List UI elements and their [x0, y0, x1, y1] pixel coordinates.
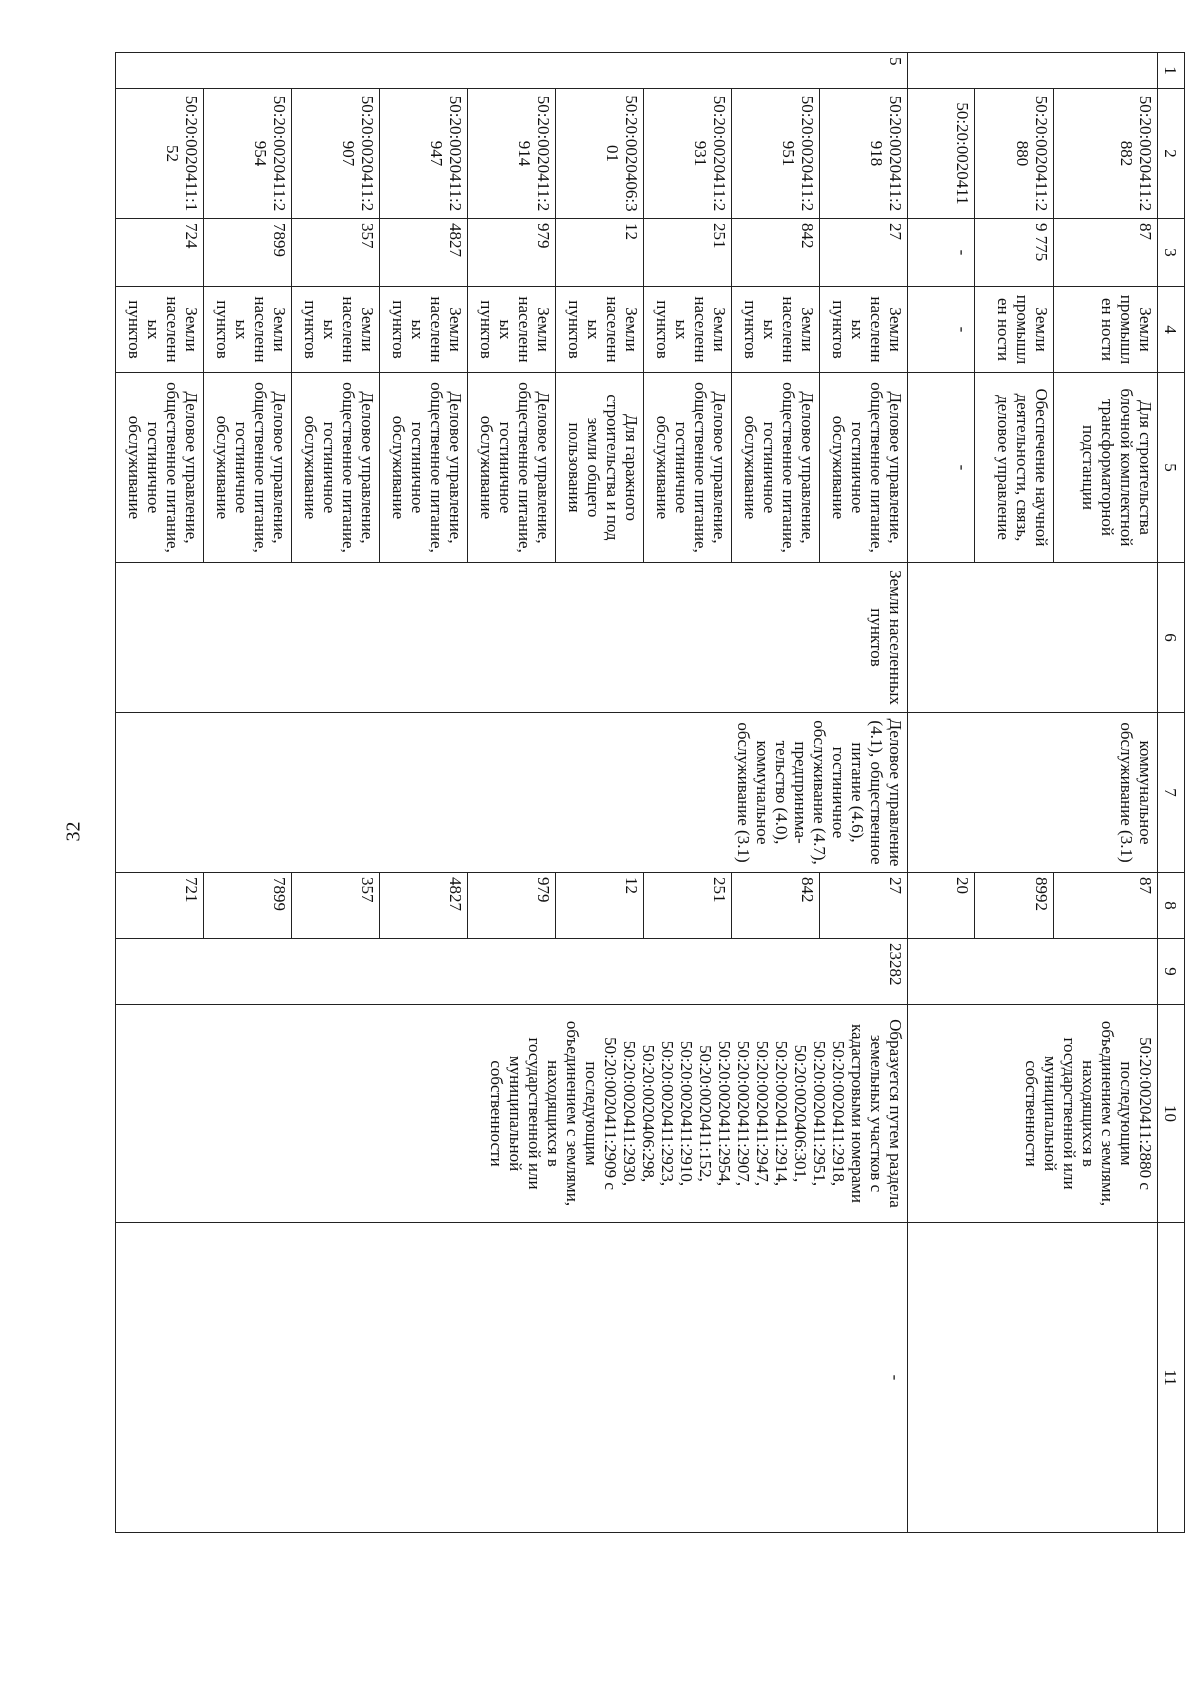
new-area-value: 979 [468, 873, 556, 939]
new-permitted-use: коммунальное обслуживание (3.1) [908, 713, 1158, 873]
land-category: - [908, 287, 975, 373]
rotated-table-sheet [115, 52, 1185, 1532]
area-value: - [908, 219, 975, 287]
permitted-use: Деловое управление, общественное питание, гостиничное обслуживание [116, 373, 204, 563]
cadastral-number: 50:20:0020411:2 931 [644, 89, 732, 219]
land-category: Земли промышлен ности [1053, 287, 1157, 373]
new-area-value: 721 [116, 873, 204, 939]
header-cell: 10 [1158, 1005, 1185, 1223]
area-value: 842 [732, 219, 820, 287]
area-value: 87 [1053, 219, 1157, 287]
permitted-use: - [908, 373, 975, 563]
cadastral-number: 50:20:0020411:2 882 [1053, 89, 1157, 219]
cadastral-number: 50:20:0020411:2 951 [732, 89, 820, 219]
permitted-use: Деловое управление, общественное питание, гостиничное обслуживание [380, 373, 468, 563]
header-cell: 8 [1158, 873, 1185, 939]
new-area-value: 8992 [975, 873, 1053, 939]
land-plots-table [115, 52, 1185, 1533]
total-area [908, 939, 1158, 1005]
permitted-use: Для гаражного строительства и под земли общего пользования [556, 373, 644, 563]
new-area-value: 27 [820, 873, 908, 939]
header-cell: 6 [1158, 563, 1185, 713]
permitted-use: Деловое управление, общественное питание, гостиничное обслуживание [820, 373, 908, 563]
header-cell: 5 [1158, 373, 1185, 563]
table-row [820, 53, 908, 1533]
new-area-value: 4827 [380, 873, 468, 939]
notes [908, 1223, 1158, 1533]
cadastral-number: 50:20:0020411:2 880 [975, 89, 1053, 219]
formation-note: 50:20:0020411:2880 с последующим объединением с землями, находящихся в государственной или муниципальной собственности [908, 1005, 1158, 1223]
permitted-use: Для строительства блочной комплектной трансформаторной подстанции [1053, 373, 1157, 563]
area-value: 12 [556, 219, 644, 287]
cadastral-number: 50:20:0020411:2 907 [292, 89, 380, 219]
area-value: 357 [292, 219, 380, 287]
land-category: Земли населенных пунктов [116, 287, 204, 373]
page-number: 32 [62, 821, 85, 842]
new-permitted-use: Деловое управление (4.1), общественное питание (4.6), гостиничное обслуживание (4.7), предпринима- тельство (4.0), коммунальное обслуживание (3.1) [116, 713, 908, 873]
new-area-value: 20 [908, 873, 975, 939]
area-value: 9 775 [975, 219, 1053, 287]
area-value: 724 [116, 219, 204, 287]
header-cell: 11 [1158, 1223, 1185, 1533]
land-category: Земли населенных пунктов [292, 287, 380, 373]
cadastral-number: 50:20:0020411:2 954 [204, 89, 292, 219]
cadastral-number: 50:20:0020406:3 01 [556, 89, 644, 219]
permitted-use: Обеспечение научной деятельности, связь, деловое управление [975, 373, 1053, 563]
cadastral-number: 50:20:0020411:2 947 [380, 89, 468, 219]
row-number [908, 53, 1158, 89]
area-value: 7899 [204, 219, 292, 287]
permitted-use: Деловое управление, общественное питание, гостиничное обслуживание [292, 373, 380, 563]
new-land-category [908, 563, 1158, 713]
new-area-value: 7899 [204, 873, 292, 939]
permitted-use: Деловое управление, общественное питание, гостиничное обслуживание [644, 373, 732, 563]
header-cell: 9 [1158, 939, 1185, 1005]
table-row [1053, 53, 1157, 1533]
land-category: Земли населенных пунктов [468, 287, 556, 373]
total-area: 23282 [116, 939, 908, 1005]
new-area-value: 357 [292, 873, 380, 939]
notes: - [116, 1223, 908, 1533]
land-category: Земли населенных пунктов [380, 287, 468, 373]
permitted-use: Деловое управление, общественное питание, гостиничное обслуживание [204, 373, 292, 563]
land-category: Земли населенных пунктов [820, 287, 908, 373]
formation-note: Образуется путем раздела земельных участков с кадастровыми номерами 50:20:0020411:2918, 50:20:0020411:2951, 50:20:0020406:301, 50:20:0020411:2914, 50:20:0020411:2947, 50:20:0020411:2907, 50:20:0020411:2954, 50:20:0020411:152, 50:20:0020411:2910, 50:20:0020411:2923, 50:20:0020406:298, 50:20:0020411:2930, 50:20:0020411:2909 с последующим объединением с землями, находящихся в государственной или муниципальной собственности [116, 1005, 908, 1223]
new-land-category: Земли населенных пунктов [116, 563, 908, 713]
row-number: 5 [116, 53, 908, 89]
header-cell: 3 [1158, 219, 1185, 287]
permitted-use: Деловое управление, общественное питание, гостиничное обслуживание [468, 373, 556, 563]
land-category: Земли населенных пунктов [644, 287, 732, 373]
new-area-value: 251 [644, 873, 732, 939]
cadastral-number: 50:20:0020411 [908, 89, 975, 219]
cadastral-number: 50:20:0020411:2 914 [468, 89, 556, 219]
new-area-value: 12 [556, 873, 644, 939]
header-cell: 4 [1158, 287, 1185, 373]
land-category: Земли населенных пунктов [556, 287, 644, 373]
cadastral-number: 50:20:0020411:2 918 [820, 89, 908, 219]
permitted-use: Деловое управление, общественное питание, гостиничное обслуживание [732, 373, 820, 563]
cadastral-number: 50:20:0020411:1 52 [116, 89, 204, 219]
new-area-value: 842 [732, 873, 820, 939]
area-value: 4827 [380, 219, 468, 287]
area-value: 979 [468, 219, 556, 287]
header-cell: 7 [1158, 713, 1185, 873]
header-cell: 2 [1158, 89, 1185, 219]
land-category: Земли промышлен ности [975, 287, 1053, 373]
new-area-value: 87 [1053, 873, 1157, 939]
land-category: Земли населенных пунктов [204, 287, 292, 373]
land-category: Земли населенных пунктов [732, 287, 820, 373]
header-cell: 1 [1158, 53, 1185, 89]
header-row [1158, 53, 1185, 1533]
area-value: 251 [644, 219, 732, 287]
area-value: 27 [820, 219, 908, 287]
